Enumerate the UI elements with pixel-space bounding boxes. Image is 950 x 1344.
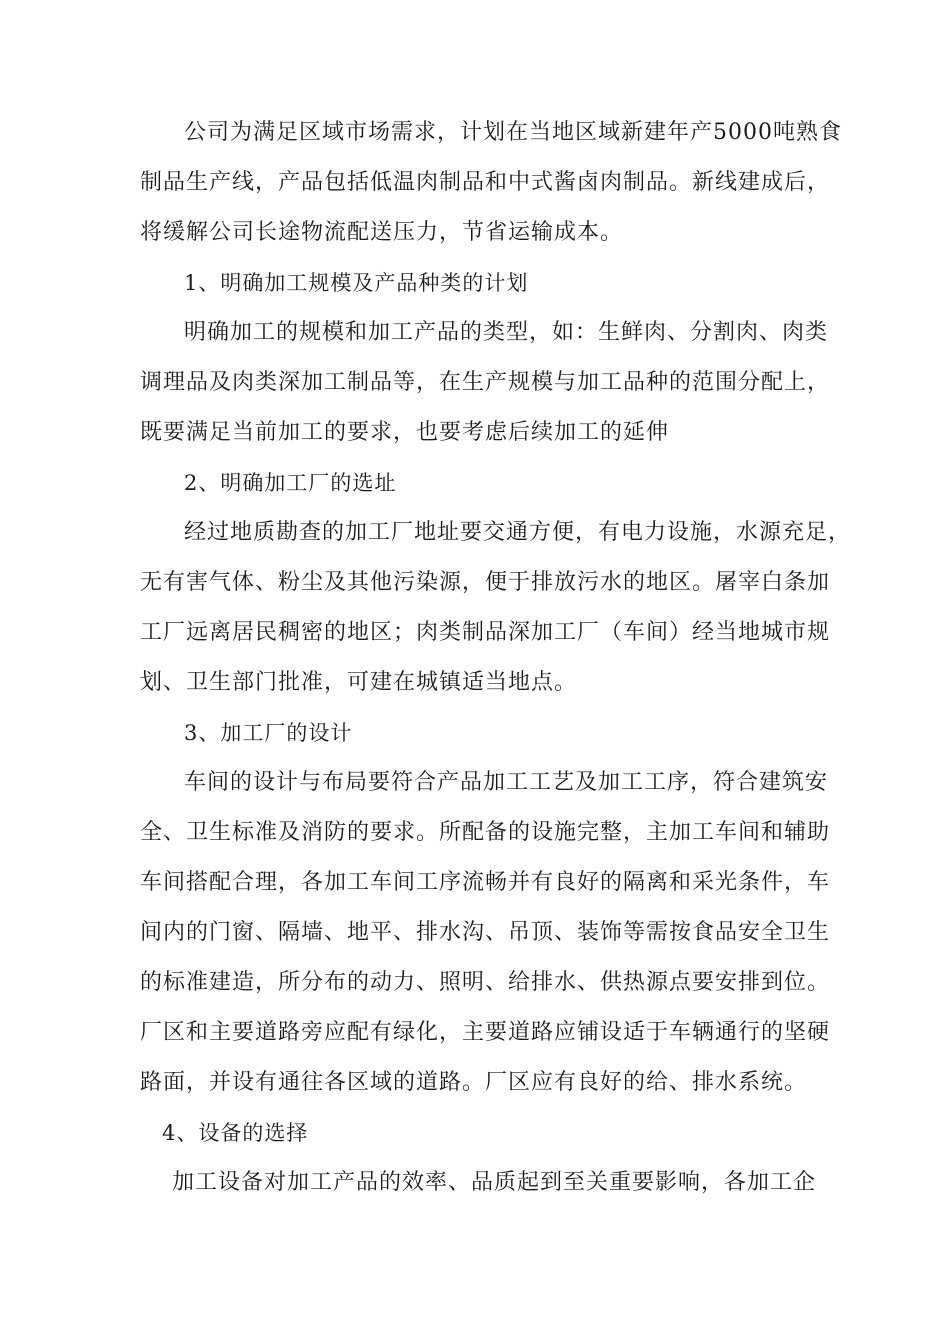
paragraph-line: 厂区和主要道路旁应配有绿化，主要道路应铺设适于车辆通行的坚硬 xyxy=(140,1020,831,1045)
paragraph-line: 工厂远离居民稠密的地区；肉类制品深加工厂（车间）经当地城市规 xyxy=(140,620,831,645)
paragraph-line: 车间的设计与布局要符合产品加工工艺及加工工序，符合建筑安 xyxy=(184,770,829,795)
paragraph-line: 划、卫生部门批准，可建在城镇适当地点。 xyxy=(140,670,578,695)
paragraph-line: 公司为满足区域市场需求，计划在当地区域新建年产5000吨熟食 xyxy=(184,120,842,145)
paragraph-line: 将缓解公司长途物流配送压力，节省运输成本。 xyxy=(140,220,624,245)
paragraph-line: 无有害气体、粉尘及其他污染源，便于排放污水的地区。屠宰白条加 xyxy=(140,570,831,595)
section-heading: 2、明确加工厂的选址 xyxy=(184,471,397,495)
paragraph-line: 调理品及肉类深加工制品等，在生产规模与加工品种的范围分配上， xyxy=(140,370,831,395)
paragraph-line: 加工设备对加工产品的效率、品质起到至关重要影响，各加工企 xyxy=(172,1170,817,1195)
paragraph-line: 全、卫生标准及消防的要求。所配备的设施完整，主加工车间和辅助 xyxy=(140,820,831,845)
paragraph-line: 制品生产线，产品包括低温肉制品和中式酱卤肉制品。新线建成后， xyxy=(140,170,831,195)
section-heading: 3、加工厂的设计 xyxy=(184,721,353,745)
paragraph-line: 车间搭配合理，各加工车间工序流畅并有良好的隔离和采光条件，车 xyxy=(140,870,831,895)
paragraph-line: 的标准建造，所分布的动力、照明、给排水、供热源点要安排到位。 xyxy=(140,970,831,995)
section-heading: 4、设备的选择 xyxy=(162,1121,309,1145)
paragraph-line: 经过地质勘查的加工厂地址要交通方便，有电力设施，水源充足， xyxy=(184,520,852,545)
paragraph-line: 间内的门窗、隔墙、地平、排水沟、吊顶、装饰等需按食品安全卫生 xyxy=(140,920,831,945)
section-heading: 1、明确加工规模及产品种类的计划 xyxy=(184,271,529,295)
paragraph-line: 明确加工的规模和加工产品的类型，如：生鲜肉、分割肉、肉类 xyxy=(184,320,829,345)
paragraph-line: 既要满足当前加工的要求，也要考虑后续加工的延伸 xyxy=(140,420,670,445)
paragraph-line: 路面，并设有通往各区域的道路。厂区应有良好的给、排水系统。 xyxy=(140,1070,808,1095)
